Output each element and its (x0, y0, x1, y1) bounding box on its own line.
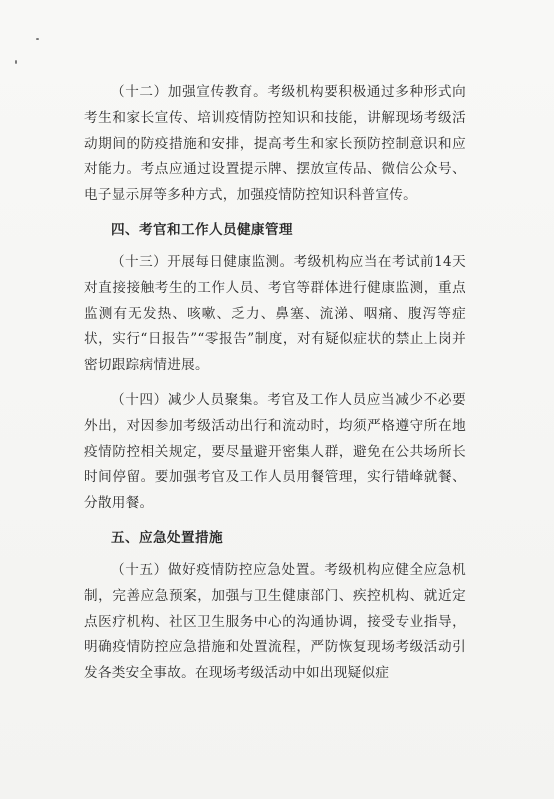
scan-speck (15, 60, 17, 64)
paragraph-14: （十四）减少人员聚集。考官及工作人员应当减少不必要外出，对因参加考级活动出行和流动时，均须严格遵守所在地疫情防控相关规定，要尽量避开密集人群，避免在公共场所长时间停留。要加强考官及工作人员用餐管理，实行错峰就餐、分散用餐。 (84, 391, 466, 512)
section-heading-5: 五、应急处置措施 (111, 529, 223, 546)
scan-speck (36, 38, 39, 40)
paragraph-12: （十二）加强宣传教育。考级机构要积极通过多种形式向考生和家长宣传、培训疫情防控知识和技能，讲解现场考级活动期间的防疫措施和安排，提高考生和家长预防控制意识和应对能力。考点应通过设置提示牌、摆放宣传品、微信公众号、电子显示屏等多种方式，加强疫情防控知识科普宣传。 (84, 84, 466, 204)
paragraph-13: （十三）开展每日健康监测。考级机构应当在考试前14天对直接接触考生的工作人员、考官等群体进行健康监测，重点监测有无发热、咳嗽、乏力、鼻塞、流涕、咽痛、腹泻等症状，实行“日报告”“零报告”制度，对有疑似症状的禁止上岗并密切跟踪病情进展。 (84, 253, 466, 374)
paragraph-15: （十五）做好疫情防控应急处置。考级机构应健全应急机制，完善应急预案，加强与卫生健康部门、疾控机构、就近定点医疗机构、社区卫生服务中心的沟通协调，接受专业指导，明确疫情防控应急措施和处置流程，严防恢复现场考级活动引发各类安全事故。在现场考级活动中如出现疑似症 (84, 561, 466, 682)
section-heading-4: 四、考官和工作人员健康管理 (111, 221, 293, 238)
document-body (84, 80, 466, 696)
